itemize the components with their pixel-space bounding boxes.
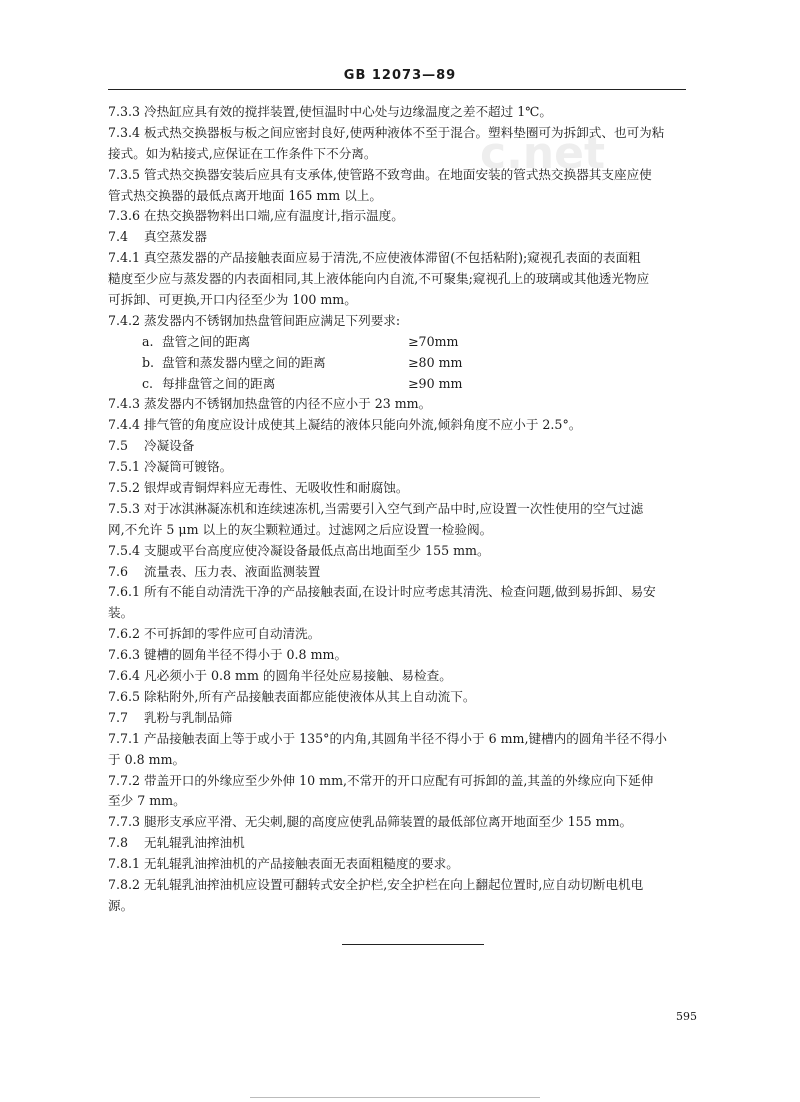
clause-continuation-line bbox=[108, 750, 688, 771]
clause-text: 接式。如为粘接式,应保证在工作条件下不分离。 bbox=[108, 145, 377, 161]
clause-text: 腿形支承应平滑、无尖刺,腿的高度应使乳品筛装置的最低部位离开地面至少 155 mm。 bbox=[144, 814, 633, 830]
clause-line bbox=[108, 645, 688, 666]
clause-number: 7.6.2 bbox=[108, 626, 141, 642]
list-item bbox=[108, 374, 688, 395]
list-item bbox=[108, 353, 688, 374]
clause-number: 7.4 bbox=[108, 229, 129, 245]
clause-text: 网,不允许 5 μm 以上的灰尘颗粒通过。过滤网之后应设置一检验阀。 bbox=[108, 521, 493, 537]
clause-number: 7.7 bbox=[108, 709, 129, 725]
clause-text: 不可拆卸的零件应可自动清洗。 bbox=[144, 626, 321, 642]
clause-line bbox=[108, 582, 688, 603]
clause-line bbox=[108, 394, 688, 415]
clause-number: 7.6.4 bbox=[108, 668, 141, 684]
clause-text: 所有不能自动清洗干净的产品接触表面,在设计时应考虑其清洗、检查问题,做到易拆卸、易安 bbox=[144, 584, 656, 600]
clause-continuation-line bbox=[108, 603, 688, 624]
clause-line bbox=[108, 708, 688, 729]
clause-text: 蒸发器内不锈钢加热盘管的内径不应小于 23 mm。 bbox=[144, 396, 432, 412]
clause-line bbox=[108, 227, 688, 248]
clause-number: 7.6 bbox=[108, 563, 129, 579]
clause-line bbox=[108, 478, 688, 499]
clause-line bbox=[108, 165, 688, 186]
clause-text: 产品接触表面上等于或小于 135°的内角,其圆角半径不得小于 6 mm,键槽内的圆角半径不得小 bbox=[144, 730, 668, 746]
clause-continuation-line bbox=[108, 186, 688, 207]
clause-number: 7.5.1 bbox=[108, 459, 141, 475]
clause-text: 蒸发器内不锈钢加热盘管间距应满足下列要求: bbox=[144, 312, 401, 328]
document-body bbox=[108, 102, 688, 917]
clause-line bbox=[108, 102, 688, 123]
clause-number: 7.7.3 bbox=[108, 814, 141, 830]
clause-text: 装。 bbox=[108, 605, 134, 621]
clause-number: 7.3.5 bbox=[108, 166, 141, 182]
end-rule bbox=[342, 944, 484, 945]
clause-number: 7.5.2 bbox=[108, 480, 141, 496]
list-item-marker: a. bbox=[142, 333, 154, 349]
clause-line bbox=[108, 729, 688, 750]
clause-number: 7.5 bbox=[108, 438, 129, 454]
clause-text: 可拆卸、可更换,开口内径至少为 100 mm。 bbox=[108, 292, 357, 308]
clause-line bbox=[108, 499, 688, 520]
list-item-value: ≥70mm bbox=[408, 333, 459, 349]
clause-text: 银焊或青铜焊料应无毒性、无吸收性和耐腐蚀。 bbox=[144, 480, 409, 496]
clause-text: 除粘附外,所有产品接触表面都应能使液体从其上自动流下。 bbox=[144, 688, 476, 704]
clause-line bbox=[108, 666, 688, 687]
clause-text: 于 0.8 mm。 bbox=[108, 751, 186, 767]
clause-line bbox=[108, 248, 688, 269]
clause-number: 7.5.3 bbox=[108, 500, 141, 516]
page-number: 595 bbox=[676, 1010, 697, 1023]
clause-text: 无轧辊乳油搾油机的产品接触表面无表面粗糙度的要求。 bbox=[144, 856, 459, 872]
clause-text: 无轧辊乳油搾油机应设置可翻转式安全护栏,安全护栏在向上翻起位置时,应自动切断电机电 bbox=[144, 876, 644, 892]
clause-continuation-line bbox=[108, 896, 688, 917]
clause-line bbox=[108, 415, 688, 436]
clause-number: 7.6.1 bbox=[108, 584, 141, 600]
clause-text: 管式热交换器安装后应具有支承体,使管路不致弯曲。在地面安装的管式热交换器其支座应使 bbox=[144, 166, 652, 182]
clause-text: 冷热缸应具有效的搅拌装置,使恒温时中心处与边缘温度之差不超过 1℃。 bbox=[144, 104, 552, 119]
clause-text: 乳粉与乳制品筛 bbox=[144, 709, 233, 725]
clause-text: 糙度至少应与蒸发器的内表面相同,其上液体能向内自流,不可聚集;窥视孔上的玻璃或其他透光物应 bbox=[108, 271, 650, 287]
clause-text: 对于冰淇淋凝冻机和连续速冻机,当需要引入空气到产品中时,应设置一次性使用的空气过滤 bbox=[144, 500, 644, 516]
clause-line bbox=[108, 123, 688, 144]
clause-text: 源。 bbox=[108, 897, 134, 913]
clause-continuation-line bbox=[108, 791, 688, 812]
clause-line bbox=[108, 206, 688, 227]
watermark: c.net bbox=[480, 128, 605, 179]
clause-number: 7.8.2 bbox=[108, 876, 141, 892]
clause-continuation-line bbox=[108, 269, 688, 290]
clause-number: 7.4.2 bbox=[108, 312, 141, 328]
clause-line bbox=[108, 812, 688, 833]
clause-line bbox=[108, 875, 688, 896]
clause-number: 7.3.3 bbox=[108, 104, 141, 119]
clause-number: 7.8 bbox=[108, 835, 129, 851]
clause-number: 7.4.3 bbox=[108, 396, 141, 412]
clause-text: 板式热交换器板与板之间应密封良好,使两种液体不至于混合。塑料垫圈可为拆卸式、也可为粘 bbox=[144, 124, 665, 140]
list-item-label: 盘管之间的距离 bbox=[162, 333, 251, 349]
clause-line bbox=[108, 854, 688, 875]
clause-continuation-line bbox=[108, 520, 688, 541]
clause-text: 带盖开口的外缘应至少外伸 10 mm,不常开的开口应配有可拆卸的盖,其盖的外缘应向下延伸 bbox=[144, 772, 654, 788]
clause-text: 凡必须小于 0.8 mm 的圆角半径处应易接触、易检查。 bbox=[144, 668, 452, 684]
clause-text: 冷凝筒可镀铬。 bbox=[144, 459, 233, 475]
clause-text: 在热交换器物料出口端,应有温度计,指示温度。 bbox=[144, 208, 404, 224]
clause-line bbox=[108, 311, 688, 332]
clause-line bbox=[108, 457, 688, 478]
clause-continuation-line bbox=[108, 290, 688, 311]
clause-number: 7.6.5 bbox=[108, 688, 141, 704]
list-item-value: ≥90 mm bbox=[408, 375, 463, 391]
scan-edge-line bbox=[250, 1097, 540, 1098]
standard-code-header: GB 12073—89 bbox=[343, 68, 457, 83]
list-item-marker: b. bbox=[142, 354, 155, 370]
clause-line bbox=[108, 624, 688, 645]
clause-text: 真空蒸发器 bbox=[144, 229, 207, 245]
clause-text: 真空蒸发器的产品接触表面应易于清洗,不应使液体滞留(不包括粘附);窥视孔表面的表面粗 bbox=[144, 250, 641, 266]
clause-text: 管式热交换器的最低点离开地面 165 mm 以上。 bbox=[108, 187, 383, 203]
clause-line bbox=[108, 562, 688, 583]
clause-number: 7.3.4 bbox=[108, 124, 141, 140]
clause-line bbox=[108, 436, 688, 457]
list-item bbox=[108, 332, 688, 353]
clause-number: 7.7.1 bbox=[108, 730, 141, 746]
clause-line bbox=[108, 541, 688, 562]
clause-number: 7.7.2 bbox=[108, 772, 141, 788]
header-rule bbox=[108, 89, 686, 90]
clause-line bbox=[108, 771, 688, 792]
clause-text: 冷凝设备 bbox=[144, 438, 195, 454]
list-item-marker: c. bbox=[142, 375, 154, 391]
clause-continuation-line bbox=[108, 144, 688, 165]
list-item-label: 盘管和蒸发器内壁之间的距离 bbox=[162, 354, 326, 370]
clause-line bbox=[108, 687, 688, 708]
clause-number: 7.3.6 bbox=[108, 208, 141, 224]
clause-text: 流量表、压力表、液面监测装置 bbox=[144, 563, 321, 579]
clause-number: 7.4.1 bbox=[108, 250, 141, 266]
clause-number: 7.5.4 bbox=[108, 542, 141, 558]
clause-number: 7.4.4 bbox=[108, 417, 141, 433]
clause-text: 至少 7 mm。 bbox=[108, 793, 186, 809]
clause-text: 无轧辊乳油搾油机 bbox=[144, 835, 245, 851]
clause-text: 支腿或平台高度应使冷凝设备最低点高出地面至少 155 mm。 bbox=[144, 542, 490, 558]
clause-number: 7.8.1 bbox=[108, 856, 141, 872]
clause-number: 7.6.3 bbox=[108, 647, 141, 663]
list-item-label: 每排盘管之间的距离 bbox=[162, 375, 276, 391]
clause-line bbox=[108, 833, 688, 854]
clause-text: 排气管的角度应设计成使其上凝结的液体只能向外流,倾斜角度不应小于 2.5°。 bbox=[144, 417, 582, 433]
list-item-value: ≥80 mm bbox=[408, 354, 463, 370]
clause-text: 键槽的圆角半径不得小于 0.8 mm。 bbox=[144, 647, 348, 663]
